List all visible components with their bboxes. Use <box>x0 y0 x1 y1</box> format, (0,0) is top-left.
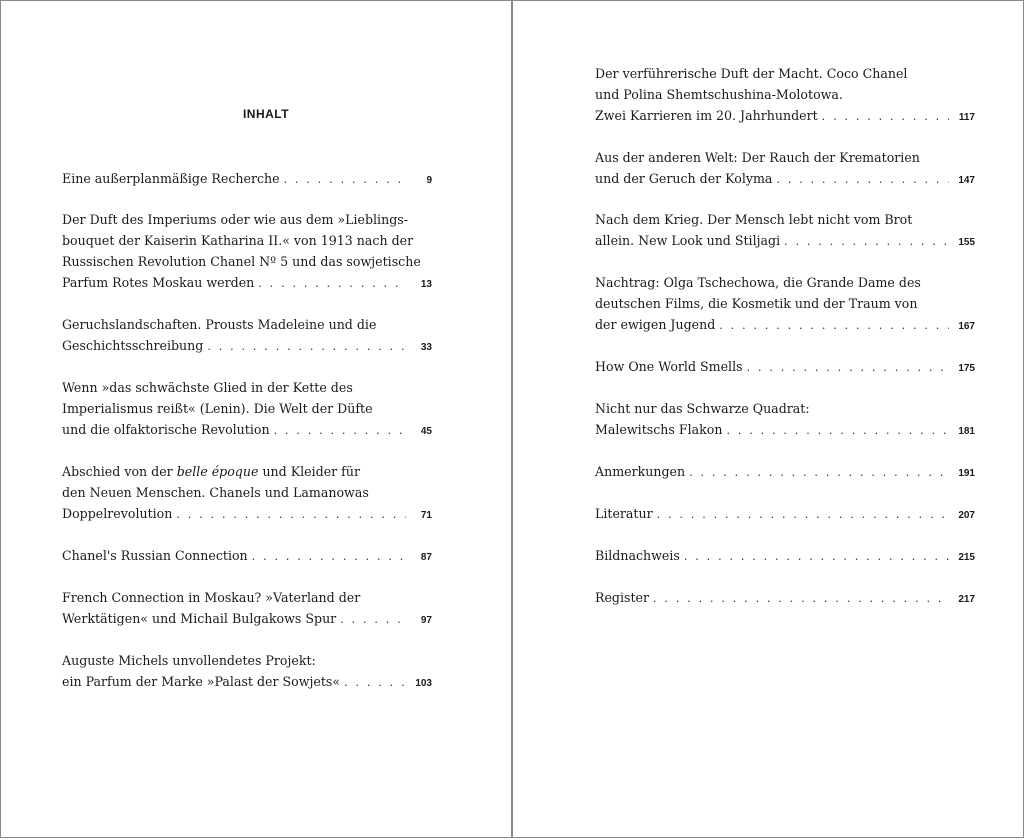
page-number: 9 <box>426 175 432 186</box>
dot-leader <box>776 169 949 190</box>
toc-entry-text: und Kleider für <box>258 464 360 479</box>
toc-entry-title: allein. New Look und Stiljagi <box>595 233 781 248</box>
dot-leader <box>258 273 406 294</box>
page-number: 103 <box>415 678 432 689</box>
toc-entry-title: Chanel's Russian Connection <box>62 548 248 563</box>
toc-entry-title: Anmerkungen <box>595 464 686 479</box>
dot-leader <box>822 106 949 127</box>
toc-entry-title: Zwei Karrieren im 20. Jahrhundert <box>595 108 818 123</box>
toc-entry-title: und der Geruch der Kolyma <box>595 171 773 186</box>
toc-entry-title: Register <box>595 590 650 605</box>
toc-entry-line: bouquet der Kaiserin Katharina II.« von 1913 nach der <box>62 233 414 248</box>
page-number: 175 <box>958 363 975 374</box>
toc-entry[interactable] <box>62 545 432 568</box>
toc-entry-line: Geruchslandschaften. Prousts Madeleine und die <box>62 317 377 332</box>
toc-entry[interactable] <box>62 314 432 358</box>
dot-leader <box>653 588 949 609</box>
toc-entry[interactable] <box>595 398 975 442</box>
toc-entry-title: der ewigen Jugend <box>595 317 716 332</box>
page-number: 217 <box>958 594 975 605</box>
toc-entry-line: Imperialismus reißt« (Lenin). Die Welt der Düfte <box>62 401 373 416</box>
page-number: 155 <box>958 237 975 248</box>
dot-leader <box>252 546 406 567</box>
right-page <box>512 0 1024 838</box>
left-page <box>0 0 512 838</box>
dot-leader <box>657 504 949 525</box>
toc-entry[interactable] <box>62 168 432 191</box>
toc-entry[interactable] <box>62 587 432 631</box>
dot-leader <box>719 315 949 336</box>
page-number: 87 <box>420 552 432 563</box>
page-number: 191 <box>958 468 975 479</box>
dot-leader <box>726 420 949 441</box>
toc-entry-title: ein Parfum der Marke »Palast der Sowjets« <box>62 674 341 689</box>
page-number: 117 <box>958 112 975 123</box>
page-number: 147 <box>958 175 975 186</box>
toc-entry-line: deutschen Films, die Kosmetik und der Traum von <box>595 296 918 311</box>
toc-entry[interactable] <box>595 503 975 526</box>
dot-leader <box>340 609 406 630</box>
toc-entry-line: Nachtrag: Olga Tschechowa, die Grande Dame des <box>595 275 921 290</box>
dot-leader <box>207 336 406 357</box>
toc-entry-line: Nicht nur das Schwarze Quadrat: <box>595 401 810 416</box>
toc-entry-title: Doppelrevolution <box>62 506 173 521</box>
toc-entry-line: Russischen Revolution Chanel Nº 5 und das sowjetische <box>62 254 421 269</box>
dot-leader <box>747 357 949 378</box>
dot-leader <box>689 462 949 483</box>
toc-entry-title: Eine außerplanmäßige Recherche <box>62 171 280 186</box>
toc-entry-title: Geschichtsschreibung <box>62 338 204 353</box>
page-number: 181 <box>958 426 975 437</box>
page-number: 97 <box>420 615 432 626</box>
dot-leader <box>684 546 949 567</box>
toc-entry[interactable] <box>595 587 975 610</box>
toc-entry-line <box>62 461 432 482</box>
toc-entry[interactable] <box>62 461 432 526</box>
toc-entry-title: Bildnachweis <box>595 548 680 563</box>
toc-entry-title: und die olfaktorische Revolution <box>62 422 270 437</box>
page-number: 45 <box>420 426 432 437</box>
toc-entry-line: den Neuen Menschen. Chanels und Lamanowas <box>62 485 369 500</box>
toc-entry[interactable] <box>595 209 975 253</box>
page-number: 215 <box>958 552 975 563</box>
toc-entry[interactable] <box>62 377 432 442</box>
toc-entry[interactable] <box>595 461 975 484</box>
toc-entry-line: Aus der anderen Welt: Der Rauch der Krematorien <box>595 150 920 165</box>
page-number: 13 <box>420 279 432 290</box>
toc-entry[interactable] <box>595 272 975 337</box>
toc-entry-line: Auguste Michels unvollendetes Projekt: <box>62 653 316 668</box>
toc-entry[interactable] <box>62 209 432 295</box>
dot-leader <box>176 504 406 525</box>
toc-entry-title: Literatur <box>595 506 653 521</box>
toc-entry-text: Abschied von der <box>62 464 177 479</box>
page-number: 71 <box>420 510 432 521</box>
toc-entry-line: Nach dem Krieg. Der Mensch lebt nicht vom Brot <box>595 212 913 227</box>
page-number: 167 <box>958 321 975 332</box>
toc-entry-title: How One World Smells <box>595 359 743 374</box>
toc-entry-line: und Polina Shemtschushina-Molotowa. <box>595 87 843 102</box>
toc-entry[interactable] <box>595 545 975 568</box>
page-number: 207 <box>958 510 975 521</box>
page-number: 33 <box>420 342 432 353</box>
toc-entry[interactable] <box>595 147 975 191</box>
dot-leader <box>274 420 406 441</box>
toc-entry-title: Parfum Rotes Moskau werden <box>62 275 255 290</box>
toc-entry-title: Werktätigen« und Michail Bulgakows Spur <box>62 611 337 626</box>
toc-entry[interactable] <box>62 650 432 694</box>
dot-leader <box>344 672 406 693</box>
toc-entry-line: Der verführerische Duft der Macht. Coco Chanel <box>595 66 908 81</box>
toc-entry-line: Der Duft des Imperiums oder wie aus dem »Lieblings- <box>62 212 408 227</box>
dot-leader <box>284 169 406 190</box>
toc-entry[interactable] <box>595 63 975 128</box>
dot-leader <box>784 231 949 252</box>
toc-entry-title: Malewitschs Flakon <box>595 422 723 437</box>
toc-heading: INHALT <box>242 107 290 121</box>
toc-entry-italic: belle époque <box>176 464 259 479</box>
toc-entry[interactable] <box>595 356 975 379</box>
toc-entry-line: French Connection in Moskau? »Vaterland der <box>62 590 361 605</box>
toc-entry-line: Wenn »das schwächste Glied in der Kette des <box>62 380 353 395</box>
